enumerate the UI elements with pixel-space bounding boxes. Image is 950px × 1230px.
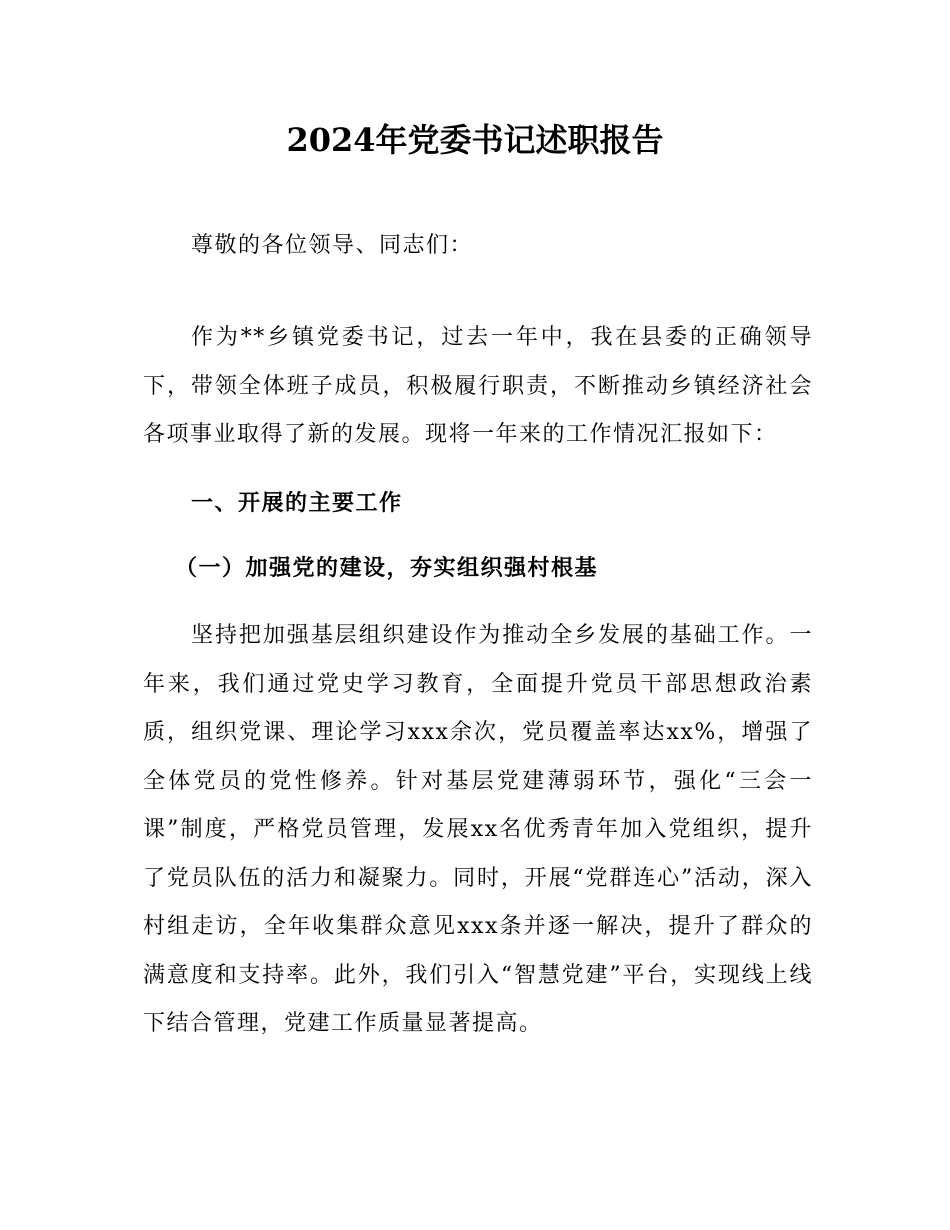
subsection-heading: （一）加强党的建设，夯实组织强村根基 xyxy=(175,556,599,581)
body-paragraph: 坚持把加强基层组织建设作为推动全乡发展的基础工作。一年来，我们通过党史学习教育，全面提升党员干部思想政治素质，组织党课、理论学习xxx余次，党员覆盖率达xx%，增强了全体党员的党性修养。针对基层党建薄弱环节，强化“三会一课”制度，严格党员管理，发展xx名优秀青年加入党组织，提升了党员队伍的活力和凝聚力。同时，开展“党群连心”活动，深入村组走访，全年收集群众意见xxx条并逐一解决，提升了群众的满意度和支持率。此外，我们引入“智慧党建”平台，实现线上线下结合管理，党建工作质量显著提高。 xyxy=(143,623,813,1036)
intro-paragraph: 作为**乡镇党委书记，过去一年中，我在县委的正确领导下，带领全体班子成员，积极履行职责，不断推动乡镇经济社会各项事业取得了新的发展。现将一年来的工作情况汇报如下： xyxy=(143,325,813,447)
section-heading: 一、开展的主要工作 xyxy=(191,491,403,516)
document-title: 2024年党委书记述职报告 xyxy=(286,121,664,159)
salutation: 尊敬的各位领导、同志们： xyxy=(191,233,474,258)
